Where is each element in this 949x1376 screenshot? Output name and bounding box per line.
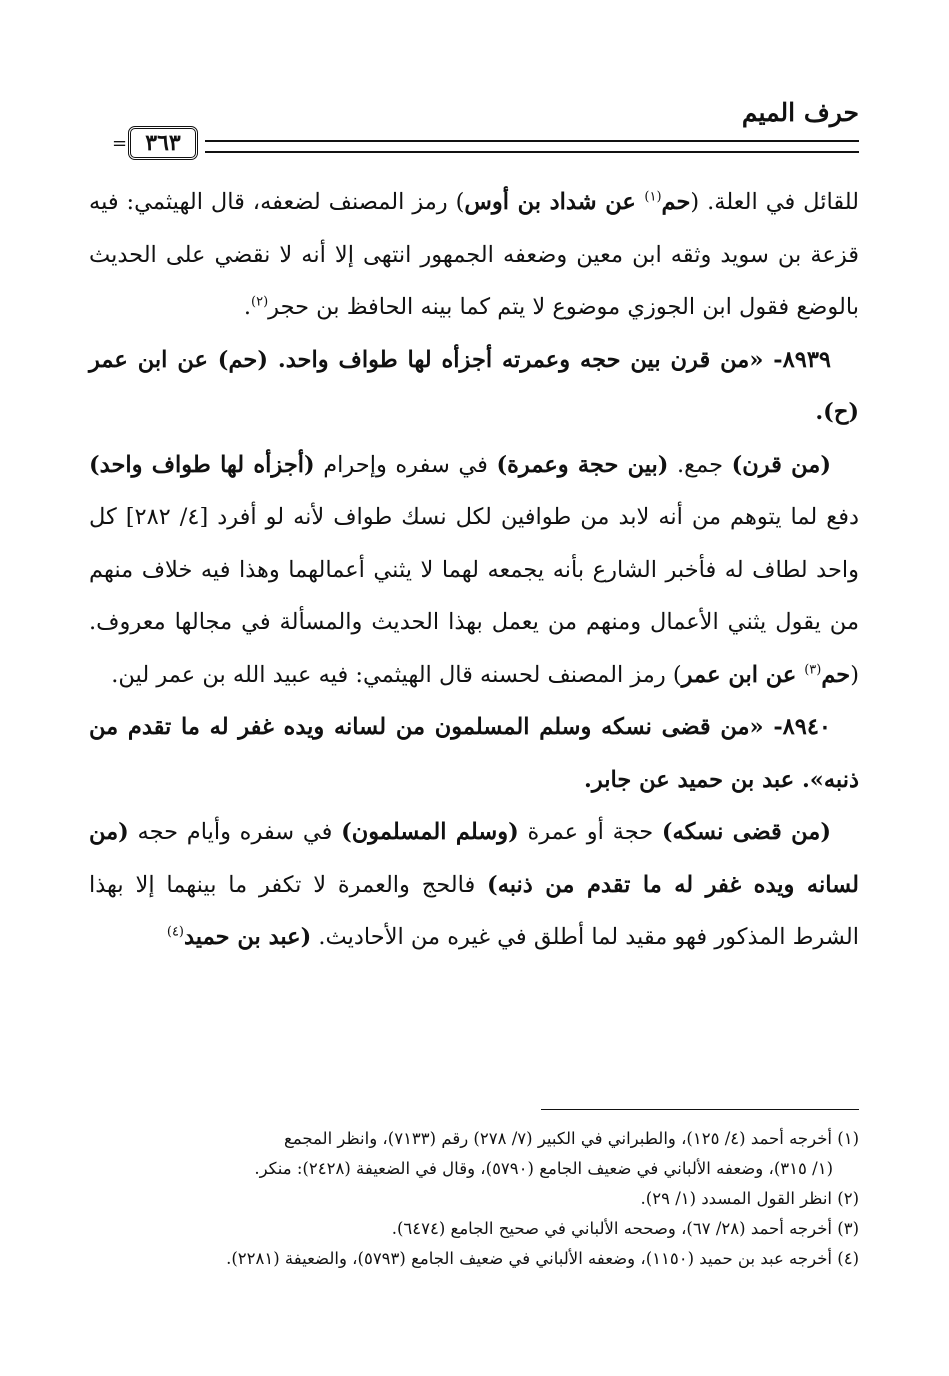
chapter-title: حرف الميم: [741, 98, 859, 127]
paragraph-commentary-3: [89, 806, 859, 964]
quoted-phrase: (أجزأه لها طواف واحد): [89, 451, 315, 478]
quoted-phrase: (من لسانه ويده غفر له ما تقدم من ذنبه): [89, 819, 859, 898]
footnote-separator: [541, 1109, 859, 1110]
text-run: للقائل في العلة. (: [690, 189, 860, 215]
footnote-3: (٣) أخرجه أحمد (٢٨/ ٦٧)، وصححه الألباني في صحيح الجامع (٦٤٧٤).: [391, 1219, 859, 1238]
narrator-name: عن شداد بن أوس: [464, 189, 645, 215]
footnote-1-line-1: (١) أخرجه أحمد (٤/ ١٢٥)، والطبراني في الكبير (٧/ ٢٧٨) رقم (٧١٣٣)، وانظر المجمع: [284, 1129, 859, 1148]
hadith-8940: ٨٩٤٠- «من قضى نسكه وسلم المسلمون من لسانه ويده غفر له ما تقدم من ذنبه». عبد بن حميد عن جابر.: [89, 714, 859, 793]
text-run: .: [243, 294, 252, 320]
narrator-name: عن ابن عمر: [681, 661, 805, 688]
main-text: [89, 176, 859, 964]
quoted-phrase: (من قضى نسكه): [661, 819, 832, 845]
text-run: ) رمز المصنف لحسنه قال الهيثمي: فيه عبيد الله بن عمر لين.: [111, 661, 682, 688]
text-run: فالحج والعمرة لا تكفر ما بينهما إلا بهذا الشرط المذكور فهو مقيد لما أطلق في غيره من الأحاديث.: [89, 871, 859, 950]
footnote-2: (٢) انظر القول المسدد (١/ ٢٩).: [640, 1189, 859, 1208]
quoted-phrase: (من قرن): [731, 451, 831, 478]
paragraph-commentary-1: [89, 176, 859, 334]
text-run: جمع.: [668, 451, 732, 478]
page-number: ٣٦٣: [128, 126, 198, 160]
hadith-8939: ٨٩٣٩- «من قرن بين حجه وعمرته أجزأه لها طواف واحد. (حم) عن ابن عمر (ح).: [89, 346, 859, 425]
text-run: حجة أو عمرة: [518, 819, 662, 845]
header-rule: [205, 140, 859, 153]
quoted-phrase: (وسلم المسلمون): [341, 819, 519, 845]
footnote-ref-1: (١): [644, 189, 662, 205]
footnote-ref-2: (٢): [251, 294, 269, 310]
text-run: في سفره وإحرام: [314, 451, 497, 478]
paragraph-commentary-2: [89, 439, 859, 702]
footnote-1-line-2: (١/ ٣١٥)، وضعفه الألباني في ضعيف الجامع (٥٧٩٠)، وقال في الضعيفة (٢٤٢٨): منكر.: [254, 1159, 833, 1178]
page-number-ornament: =: [112, 133, 128, 154]
text-run: ) رمز المصنف لضعفه، قال الهيثمي: فيه قزعة بن سويد وثقه ابن معين وضعفه الجمهور انتهى إلا أنه لا نقضي على الحديث بالوضع فقول ابن الجوزي موضوع لا يتم كما بينه الحافظ بن حجر: [89, 189, 859, 320]
footnote-4: (٤) أخرجه عبد بن حميد (١١٥٠)، وضعفه الألباني في ضعيف الجامع (٥٧٩٣)، والضعيفة (٢٢٨١).: [226, 1249, 859, 1268]
text-run: دفع لما يتوهم من أنه لابد من طوافين لكل نسك طواف لأنه لو أفرد [٤/ ٢٨٢] كل واحد لطاف له فأخبر الشارع بأنه يجمعه لهما لا يثني أعمالهما وهذا فيه خلاف منهم من يقول يثني الأعمال ومنهم من يعمل بهذا الحديث والمسألة في مجالها معروف. (: [89, 504, 859, 688]
footnotes: [89, 1124, 859, 1274]
footnote-ref-4: (٤): [166, 924, 184, 940]
quoted-phrase: (بين حجة وعمرة): [496, 451, 669, 478]
text-run: في سفره وأيام حجه: [128, 819, 342, 845]
source-code: (عبد بن حميد: [184, 924, 312, 950]
source-code: حم: [821, 661, 851, 688]
source-code: حم: [661, 189, 691, 215]
footnote-ref-3: (٣): [804, 662, 822, 677]
